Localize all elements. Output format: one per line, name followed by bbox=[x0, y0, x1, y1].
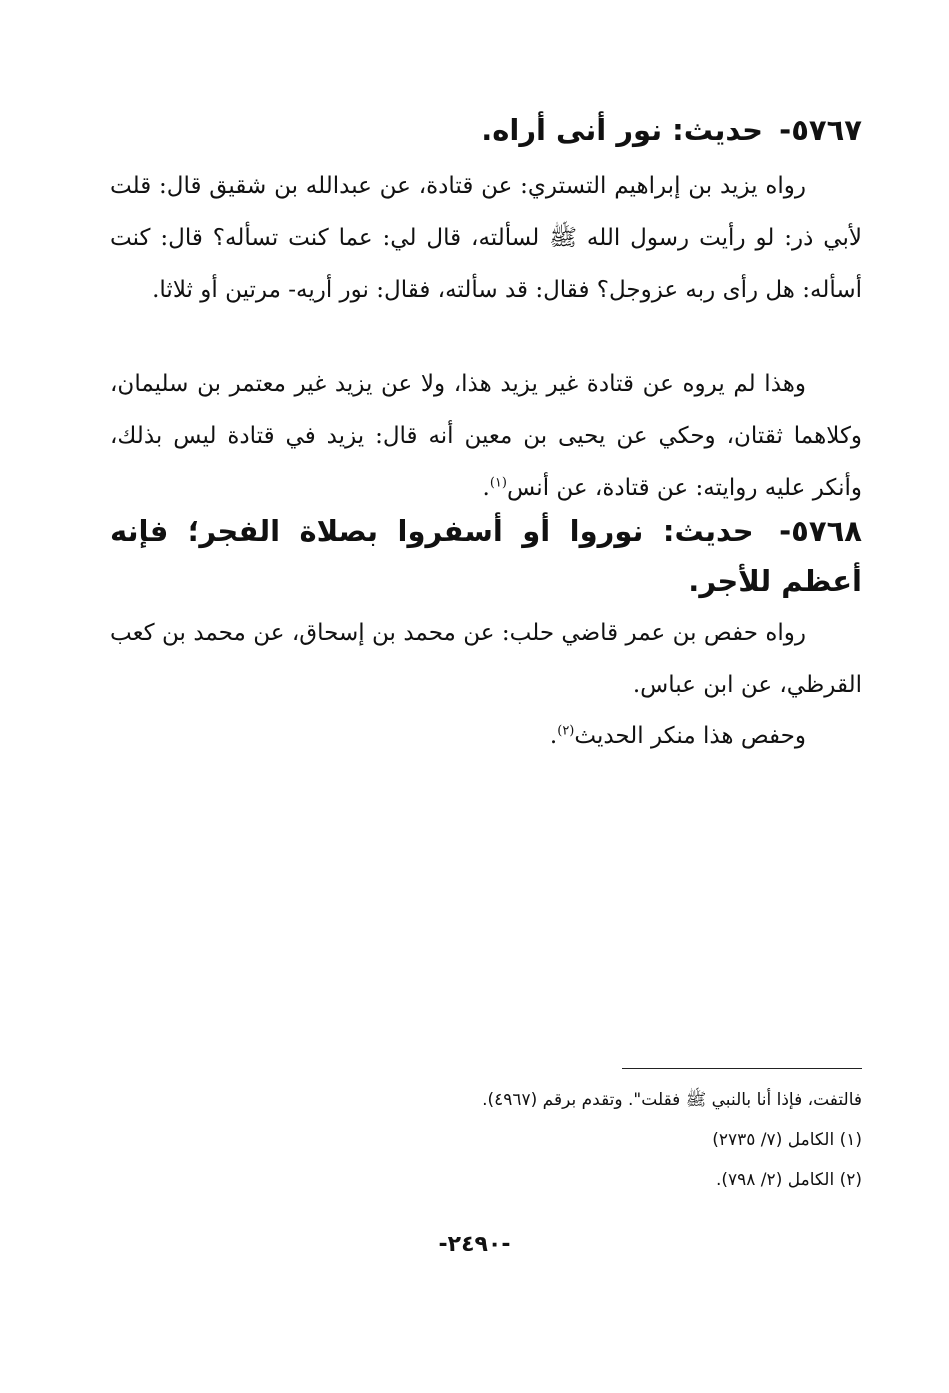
page-number: -٢٤٩٠- bbox=[438, 1232, 511, 1257]
footnote-reference-2[interactable]: (٢) bbox=[557, 723, 575, 739]
commentary-paragraph bbox=[110, 358, 862, 514]
hadith-heading-5767 bbox=[110, 105, 862, 155]
footnote-continuation: فالتفت، فإذا أنا بالنبي ﷺ فقلت". وتقدم برقم (٤٩٦٧). bbox=[482, 1090, 862, 1110]
commentary-text: وحفص هذا منكر الحديث bbox=[574, 723, 806, 749]
narration-paragraph: رواه يزيد بن إبراهيم التستري: عن قتادة، عن عبدالله بن شقيق قال: قلت لأبي ذر: لو رأيت رسول الله ﷺ لسألته، قال لي: عما كنت تسأله؟ قال: كنت أسأله: هل رأى ربه عزوجل؟ فقال: قد سألته، فقال: نور أريه- مرتين أو ثلاثا. bbox=[110, 173, 862, 303]
sentence-end: . bbox=[482, 475, 490, 501]
hadith-number: ٥٧٦٧- bbox=[779, 113, 862, 147]
narration-paragraph: رواه حفص بن عمر قاضي حلب: عن محمد بن إسحاق، عن محمد بن كعب القرظي، عن ابن عباس. bbox=[110, 620, 862, 698]
hadith-number: ٥٧٦٨- bbox=[779, 514, 862, 548]
hadith-title: حديث: نوروا أو أسفروا بصلاة الفجر؛ فإنه أعظم للأجر. bbox=[110, 514, 862, 598]
commentary-text: وهذا لم يروه عن قتادة غير يزيد هذا، ولا عن يزيد غير معتمر بن سليمان، وكلاهما ثقتان، وحكي عن يحيى بن معين أنه قال: يزيد في قتادة ليس بذلك، وأنكر عليه روايته: عن قتادة، عن أنس bbox=[110, 371, 862, 501]
footnote-2: (٢) الكامل (٢/ ٧٩٨). bbox=[715, 1170, 862, 1190]
footnotes-section bbox=[300, 1080, 862, 1200]
commentary-paragraph bbox=[110, 710, 862, 762]
footnote-reference-1[interactable]: (١) bbox=[489, 475, 507, 491]
hadith-title: حديث: نور أنى أراه. bbox=[481, 113, 764, 147]
footnote-1: (١) الكامل (٧/ ٢٧٣٥) bbox=[712, 1130, 862, 1150]
footnote-divider bbox=[622, 1068, 862, 1069]
hadith-heading-5768 bbox=[110, 506, 862, 606]
sentence-end: . bbox=[549, 723, 558, 749]
